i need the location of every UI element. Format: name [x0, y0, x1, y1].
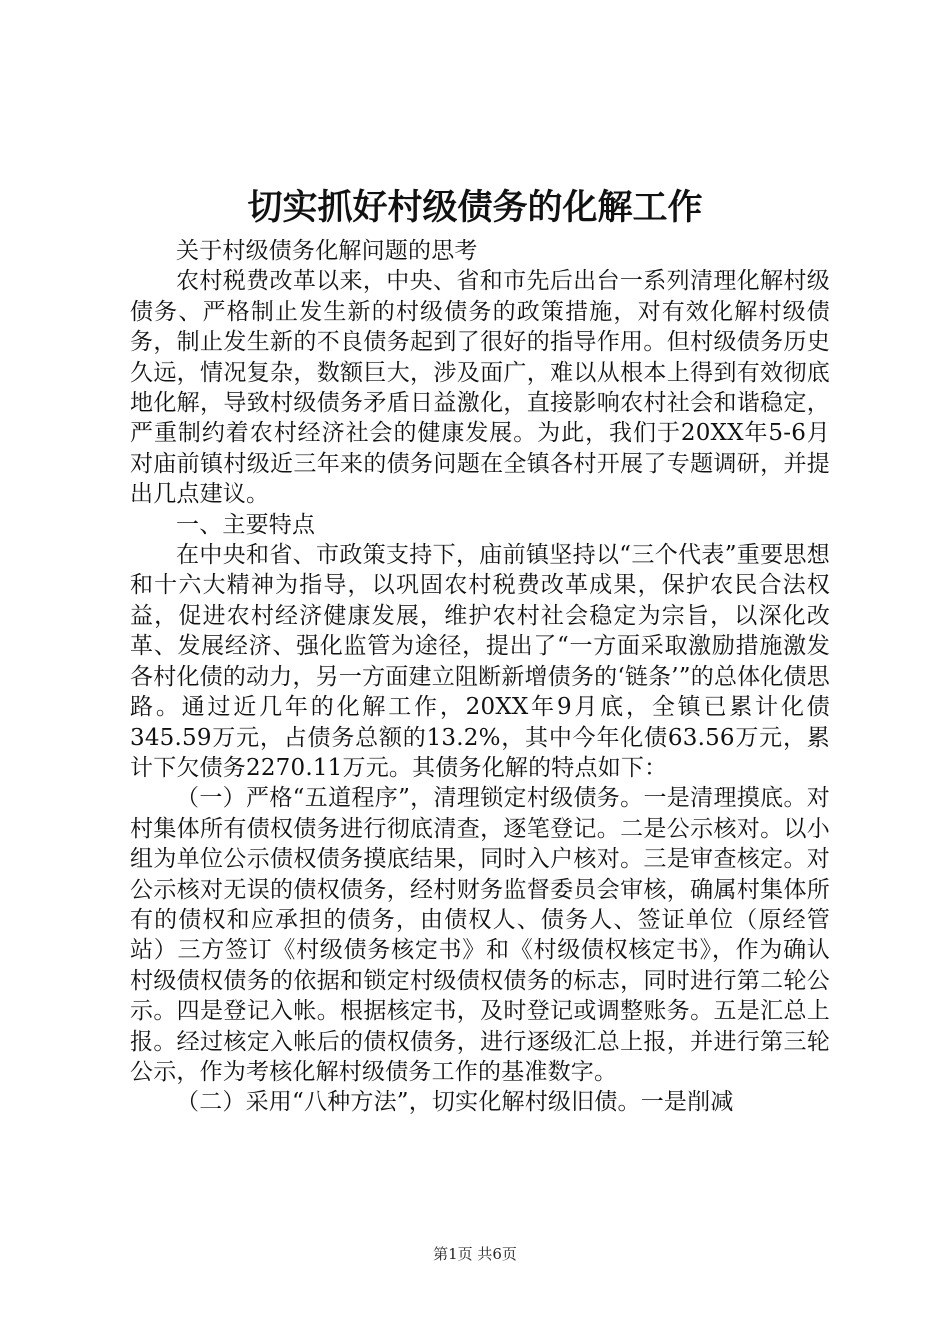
paragraph-subtitle: 关于村级债务化解问题的思考: [176, 238, 478, 264]
paragraph-policy-support: 在中央和省、市政策支持下，庙前镇坚持以“三个代表”重要思想和十六大精神为指导，以巩固农村税费改革成果，保护农民合法权益，促进农村经济健康发展，维护农村社会稳定为宗旨，以深化改革、发展经济、强化监管为途径，提出了“一方面采取激励措施激发各村化债的动力，另一方面建立阻断新增债务的‘链条’”的总体化债思路。通过近几年的化解工作，20XX年9月底，全镇已累计化债345.59万元，占债务总额的13.2%，其中今年化债63.56万元，累计下欠债务2270.11万元。其债务化解的特点如下：: [130, 542, 830, 781]
document-title: 切实抓好村级债务的化解工作: [247, 187, 703, 228]
paragraph-intro: 农村税费改革以来，中央、省和市先后出台一系列清理化解村级债务、严格制止发生新的村级债务的政策措施，对有效化解村级债务，制止发生新的不良债务起到了很好的指导作用。但村级债务历史久远，情况复杂，数额巨大，涉及面广，难以从根本上得到有效彻底地化解，导致村级债务矛盾日益激化，直接影响农村社会和谐稳定，严重制约着农村经济社会的健康发展。为此，我们于20XX年5-6月对庙前镇村级近三年来的债务问题在全镇各村开展了专题调研，并提出几点建议。: [130, 268, 830, 508]
paragraph-eight-methods: （二）采用“八种方法”，切实化解村级旧债。一是削减: [176, 1089, 734, 1116]
page-footer: 第1页 共6页: [433, 1245, 517, 1263]
section-heading-main-features: 一、主要特点: [176, 511, 316, 538]
paragraph-five-procedures: （一）严格“五道程序”，清理锁定村级债务。一是清理摸底。对村集体所有债权债务进行彻底清查，逐笔登记。二是公示核对。以小组为单位公示债权债务摸底结果，同时入户核对。三是审查核定。对公示核对无误的债权债务，经村财务监督委员会审核，确属村集体所有的债权和应承担的债务，由债权人、债务人、签证单位（原经管站）三方签订《村级债务核定书》和《村级债权核定书》，作为确认村级债权债务的依据和锁定村级债权债务的标志，同时进行第二轮公示。四是登记入帐。根据核定书，及时登记或调整账务。五是汇总上报。经过核定入帐后的债权债务，进行逐级汇总上报，并进行第三轮公示，作为考核化解村级债务工作的基准数字。: [130, 785, 830, 1085]
document-body: [130, 236, 830, 1118]
